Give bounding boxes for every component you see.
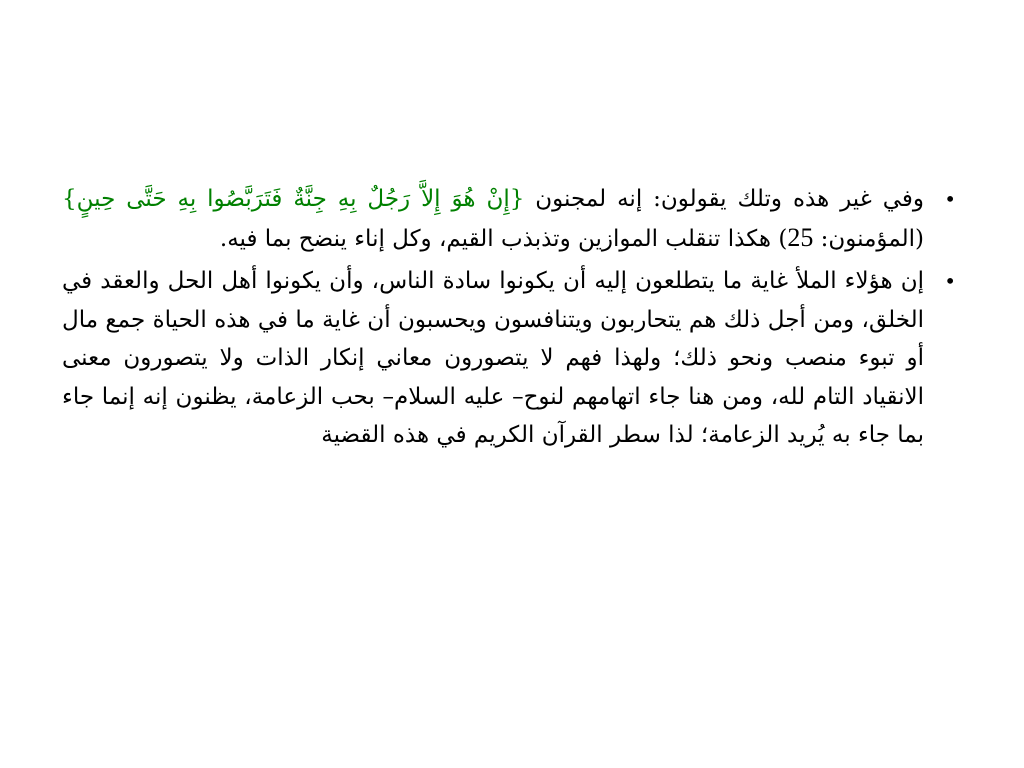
slide-body — [62, 180, 962, 459]
bullet-1-intro: وفي غير هذه وتلك يقولون: إنه لمجنون — [524, 186, 924, 212]
verse-number: 25 — [787, 222, 814, 252]
bullet-icon: • — [944, 187, 956, 211]
bullet-2-text: إن هؤلاء الملأ غاية ما يتطلعون إليه أن يكونوا سادة الناس، وأن يكونوا أهل الحل والعقد في الخلق، ومن أجل ذلك هم يتحاربون ويتنافسون ويحسبون أن غاية ما في هذه الحياة جمع مال أو تبوء منصب ونحو ذلك؛ ولهذا فهم لا يتصورون معاني إنكار الذات ولا يتصورون معنى الانقياد التام لله، ومن هنا جاء اتهامهم لنوح– عليه السلام– بحب الزعامة، يظنون إنه إنما جاء بما جاء به يُريد الزعامة؛ لذا سطر القرآن الكريم في هذه القضية — [62, 268, 924, 448]
bullet-icon: • — [944, 269, 956, 293]
bullet-1-conclusion: ) هكذا تنقلب الموازين وتذبذب القيم، وكل إناء ينضح بما فيه. — [219, 225, 788, 252]
surah-reference: (المؤمنون: — [813, 225, 924, 252]
bullet-item-1 — [62, 180, 962, 258]
bullet-item-2 — [62, 262, 962, 455]
quran-verse: {إِنْ هُوَ إِلاَّ رَجُلٌ بِهِ جِنَّةٌ فَتَرَبَّصُوا بِهِ حَتَّى حِينٍ} — [62, 186, 525, 212]
bullet-list — [62, 180, 962, 455]
